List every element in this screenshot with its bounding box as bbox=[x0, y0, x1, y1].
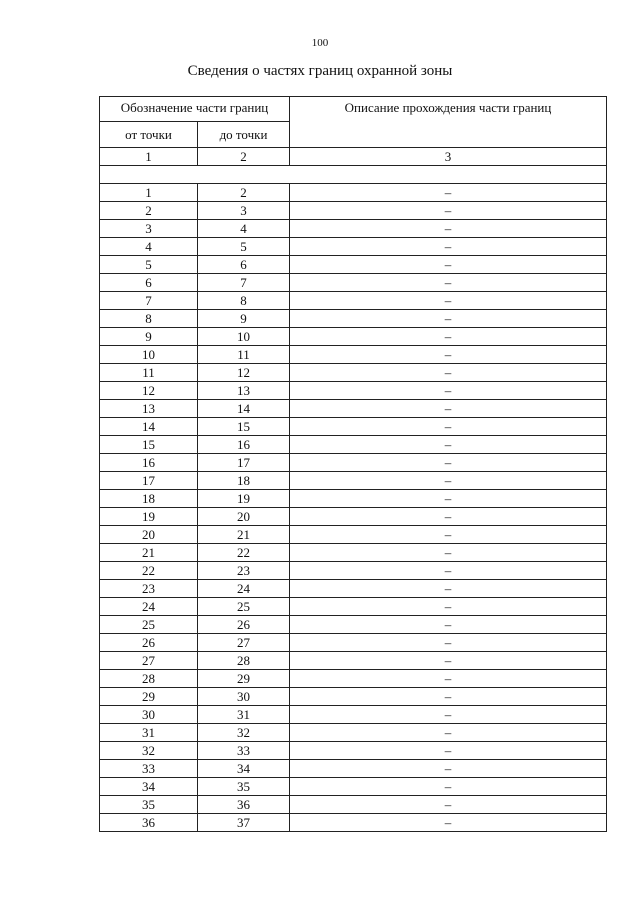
table-row bbox=[100, 796, 607, 814]
table-row bbox=[100, 508, 607, 526]
from-point-cell: 14 bbox=[100, 418, 198, 436]
table-row bbox=[100, 652, 607, 670]
table-row bbox=[100, 724, 607, 742]
table-row bbox=[100, 490, 607, 508]
description-cell: – bbox=[290, 472, 607, 490]
to-point-cell: 33 bbox=[198, 742, 290, 760]
description-cell: – bbox=[290, 634, 607, 652]
to-point-cell: 37 bbox=[198, 814, 290, 832]
table-row bbox=[100, 562, 607, 580]
header-from-point: от точки bbox=[100, 122, 198, 148]
description-cell: – bbox=[290, 562, 607, 580]
to-point-cell: 32 bbox=[198, 724, 290, 742]
description-cell: – bbox=[290, 598, 607, 616]
from-point-cell: 30 bbox=[100, 706, 198, 724]
from-point-cell: 6 bbox=[100, 274, 198, 292]
to-point-cell: 31 bbox=[198, 706, 290, 724]
to-point-cell: 9 bbox=[198, 310, 290, 328]
from-point-cell: 31 bbox=[100, 724, 198, 742]
description-cell: – bbox=[290, 364, 607, 382]
table-row bbox=[100, 598, 607, 616]
to-point-cell: 26 bbox=[198, 616, 290, 634]
to-point-cell: 15 bbox=[198, 418, 290, 436]
from-point-cell: 9 bbox=[100, 328, 198, 346]
to-point-cell: 24 bbox=[198, 580, 290, 598]
description-cell: – bbox=[290, 310, 607, 328]
description-cell: – bbox=[290, 706, 607, 724]
table-row bbox=[100, 580, 607, 598]
description-cell: – bbox=[290, 202, 607, 220]
to-point-cell: 19 bbox=[198, 490, 290, 508]
column-number: 2 bbox=[198, 148, 290, 166]
table-row bbox=[100, 526, 607, 544]
header-to-point: до точки bbox=[198, 122, 290, 148]
table-body bbox=[100, 148, 607, 832]
to-point-cell: 29 bbox=[198, 670, 290, 688]
from-point-cell: 15 bbox=[100, 436, 198, 454]
from-point-cell: 7 bbox=[100, 292, 198, 310]
description-cell: – bbox=[290, 796, 607, 814]
column-number: 3 bbox=[290, 148, 607, 166]
to-point-cell: 10 bbox=[198, 328, 290, 346]
table-row bbox=[100, 382, 607, 400]
to-point-cell: 13 bbox=[198, 382, 290, 400]
from-point-cell: 36 bbox=[100, 814, 198, 832]
table-row bbox=[100, 364, 607, 382]
description-cell: – bbox=[290, 238, 607, 256]
from-point-cell: 25 bbox=[100, 616, 198, 634]
description-cell: – bbox=[290, 382, 607, 400]
from-point-cell: 32 bbox=[100, 742, 198, 760]
to-point-cell: 6 bbox=[198, 256, 290, 274]
description-cell: – bbox=[290, 436, 607, 454]
to-point-cell: 20 bbox=[198, 508, 290, 526]
to-point-cell: 3 bbox=[198, 202, 290, 220]
table-row bbox=[100, 814, 607, 832]
description-cell: – bbox=[290, 346, 607, 364]
to-point-cell: 30 bbox=[198, 688, 290, 706]
table-row bbox=[100, 778, 607, 796]
to-point-cell: 2 bbox=[198, 184, 290, 202]
description-cell: – bbox=[290, 724, 607, 742]
header-description: Описание прохождения части границ bbox=[290, 97, 607, 148]
table-row bbox=[100, 400, 607, 418]
from-point-cell: 10 bbox=[100, 346, 198, 364]
from-point-cell: 27 bbox=[100, 652, 198, 670]
from-point-cell: 22 bbox=[100, 562, 198, 580]
to-point-cell: 8 bbox=[198, 292, 290, 310]
column-number: 1 bbox=[100, 148, 198, 166]
from-point-cell: 35 bbox=[100, 796, 198, 814]
from-point-cell: 23 bbox=[100, 580, 198, 598]
to-point-cell: 34 bbox=[198, 760, 290, 778]
table-row bbox=[100, 256, 607, 274]
from-point-cell: 34 bbox=[100, 778, 198, 796]
description-cell: – bbox=[290, 778, 607, 796]
description-cell: – bbox=[290, 526, 607, 544]
table-row bbox=[100, 472, 607, 490]
description-cell: – bbox=[290, 292, 607, 310]
to-point-cell: 17 bbox=[198, 454, 290, 472]
to-point-cell: 35 bbox=[198, 778, 290, 796]
table-row bbox=[100, 418, 607, 436]
table-row bbox=[100, 742, 607, 760]
to-point-cell: 23 bbox=[198, 562, 290, 580]
table-row bbox=[100, 436, 607, 454]
description-cell: – bbox=[290, 508, 607, 526]
from-point-cell: 18 bbox=[100, 490, 198, 508]
to-point-cell: 5 bbox=[198, 238, 290, 256]
description-cell: – bbox=[290, 400, 607, 418]
from-point-cell: 12 bbox=[100, 382, 198, 400]
to-point-cell: 21 bbox=[198, 526, 290, 544]
table-row bbox=[100, 274, 607, 292]
table-row bbox=[100, 238, 607, 256]
from-point-cell: 8 bbox=[100, 310, 198, 328]
table-row bbox=[100, 184, 607, 202]
table-row bbox=[100, 670, 607, 688]
to-point-cell: 22 bbox=[198, 544, 290, 562]
table-row bbox=[100, 220, 607, 238]
description-cell: – bbox=[290, 760, 607, 778]
from-point-cell: 11 bbox=[100, 364, 198, 382]
from-point-cell: 5 bbox=[100, 256, 198, 274]
from-point-cell: 16 bbox=[100, 454, 198, 472]
description-cell: – bbox=[290, 184, 607, 202]
description-cell: – bbox=[290, 328, 607, 346]
table-row bbox=[100, 310, 607, 328]
table-row bbox=[100, 760, 607, 778]
from-point-cell: 21 bbox=[100, 544, 198, 562]
description-cell: – bbox=[290, 652, 607, 670]
description-cell: – bbox=[290, 454, 607, 472]
description-cell: – bbox=[290, 418, 607, 436]
table-row bbox=[100, 688, 607, 706]
document-title: Сведения о частях границ охранной зоны bbox=[187, 63, 453, 79]
table-row bbox=[100, 292, 607, 310]
to-point-cell: 36 bbox=[198, 796, 290, 814]
section-spacer-row bbox=[100, 166, 607, 184]
boundary-parts-table bbox=[99, 96, 607, 832]
table-row bbox=[100, 706, 607, 724]
to-point-cell: 14 bbox=[198, 400, 290, 418]
page-number: 100 bbox=[311, 37, 329, 49]
table-row bbox=[100, 328, 607, 346]
to-point-cell: 7 bbox=[198, 274, 290, 292]
description-cell: – bbox=[290, 742, 607, 760]
table-row bbox=[100, 634, 607, 652]
from-point-cell: 3 bbox=[100, 220, 198, 238]
to-point-cell: 18 bbox=[198, 472, 290, 490]
from-point-cell: 24 bbox=[100, 598, 198, 616]
description-cell: – bbox=[290, 256, 607, 274]
table-row bbox=[100, 454, 607, 472]
from-point-cell: 1 bbox=[100, 184, 198, 202]
table-row bbox=[100, 346, 607, 364]
section-spacer-cell bbox=[100, 166, 607, 184]
description-cell: – bbox=[290, 688, 607, 706]
to-point-cell: 25 bbox=[198, 598, 290, 616]
to-point-cell: 12 bbox=[198, 364, 290, 382]
description-cell: – bbox=[290, 814, 607, 832]
description-cell: – bbox=[290, 220, 607, 238]
to-point-cell: 16 bbox=[198, 436, 290, 454]
to-point-cell: 4 bbox=[198, 220, 290, 238]
from-point-cell: 19 bbox=[100, 508, 198, 526]
from-point-cell: 20 bbox=[100, 526, 198, 544]
from-point-cell: 26 bbox=[100, 634, 198, 652]
to-point-cell: 27 bbox=[198, 634, 290, 652]
from-point-cell: 29 bbox=[100, 688, 198, 706]
description-cell: – bbox=[290, 616, 607, 634]
from-point-cell: 28 bbox=[100, 670, 198, 688]
from-point-cell: 4 bbox=[100, 238, 198, 256]
from-point-cell: 33 bbox=[100, 760, 198, 778]
description-cell: – bbox=[290, 670, 607, 688]
table-header bbox=[100, 97, 607, 148]
table-row bbox=[100, 544, 607, 562]
table-row bbox=[100, 616, 607, 634]
description-cell: – bbox=[290, 490, 607, 508]
to-point-cell: 28 bbox=[198, 652, 290, 670]
description-cell: – bbox=[290, 274, 607, 292]
to-point-cell: 11 bbox=[198, 346, 290, 364]
from-point-cell: 13 bbox=[100, 400, 198, 418]
description-cell: – bbox=[290, 544, 607, 562]
description-cell: – bbox=[290, 580, 607, 598]
column-number-row bbox=[100, 148, 607, 166]
header-designation: Обозначение части границ bbox=[100, 97, 290, 122]
from-point-cell: 2 bbox=[100, 202, 198, 220]
from-point-cell: 17 bbox=[100, 472, 198, 490]
table-row bbox=[100, 202, 607, 220]
